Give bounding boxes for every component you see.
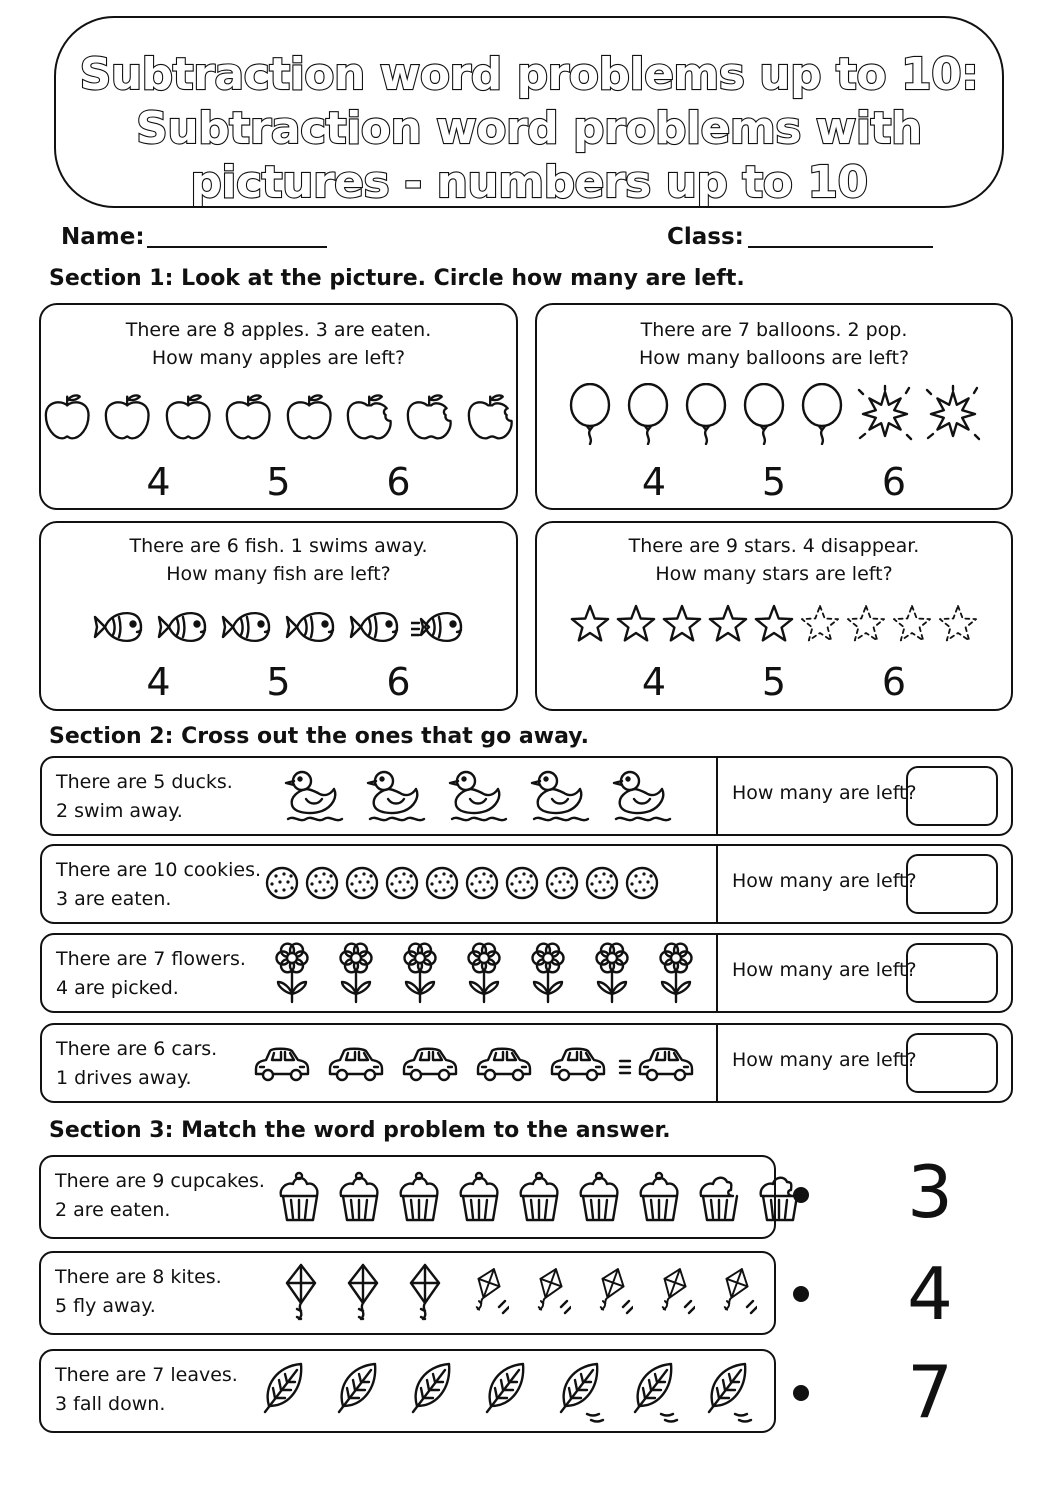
- row-text: [55, 1361, 238, 1419]
- star-icon: [891, 603, 933, 645]
- popped-balloon-icon: [923, 384, 983, 444]
- row-text-line-2: 5 fly away.: [55, 1295, 156, 1317]
- problem-question-3: How many fish are left?: [166, 563, 391, 585]
- apple-icon: [464, 391, 516, 445]
- leaf-icon: [333, 1358, 383, 1424]
- match-answer-7[interactable]: 7: [907, 1350, 953, 1434]
- fish-icon: [283, 603, 339, 651]
- kite-icon: [341, 1263, 385, 1323]
- choice-4[interactable]: 4: [641, 460, 667, 504]
- apple-icon: [162, 391, 214, 445]
- row-text-line-2: 2 swim away.: [56, 800, 183, 822]
- choice-5[interactable]: 5: [761, 460, 787, 504]
- row-text: [56, 768, 233, 826]
- match-row-kites: [39, 1251, 776, 1335]
- flower-icon: [526, 942, 570, 1004]
- balloon-icon: [565, 383, 615, 445]
- match-row-cupcakes: [39, 1155, 776, 1239]
- cookie-icon: [464, 866, 500, 902]
- balloon-pictures: [537, 383, 1011, 445]
- choice-6[interactable]: 6: [386, 660, 411, 704]
- cupcake-icon: [513, 1170, 565, 1224]
- choice-6[interactable]: 6: [881, 460, 907, 504]
- kite-icon: [465, 1263, 509, 1323]
- popped-balloon-icon: [855, 384, 915, 444]
- car-icon: [396, 1041, 460, 1085]
- duck-pictures[interactable]: [280, 758, 672, 834]
- name-field[interactable]: [147, 246, 327, 248]
- row-text-line-1: There are 8 kites.: [55, 1266, 222, 1288]
- row-text-line-2: 3 fall down.: [55, 1393, 166, 1415]
- row-text-line-2: 2 are eaten.: [55, 1199, 171, 1221]
- cupcake-icon: [633, 1170, 685, 1224]
- balloon-icon: [797, 383, 847, 445]
- problem-question-4: How many stars are left?: [655, 563, 893, 585]
- star-icon: [937, 603, 979, 645]
- leaf-icon: [703, 1358, 753, 1424]
- apple-icon: [41, 391, 93, 445]
- leaf-icon: [629, 1358, 679, 1424]
- problem-text-4: There are 9 stars. 4 disappear.: [628, 535, 920, 557]
- cupcake-icon: [393, 1170, 445, 1224]
- answer-choices: [41, 660, 516, 704]
- problem-text-2: There are 7 balloons. 2 pop.: [640, 319, 908, 341]
- star-icon: [615, 603, 657, 645]
- section-2-title: Section 2: Cross out the ones that go away.: [49, 724, 589, 749]
- title-line-3: pictures - numbers up to 10: [190, 157, 868, 208]
- apple-pictures: [41, 391, 516, 445]
- flower-icon: [462, 942, 506, 1004]
- choice-5[interactable]: 5: [266, 460, 291, 504]
- class-label: Class:: [667, 224, 744, 250]
- match-answer-4[interactable]: 4: [907, 1252, 953, 1336]
- problem-question-2: How many balloons are left?: [638, 347, 910, 369]
- problem-card-stars: [535, 521, 1013, 711]
- cupcake-icon: [453, 1170, 505, 1224]
- cookie-icon: [624, 866, 660, 902]
- answer-choices: [537, 460, 1011, 504]
- row-text-line-1: There are 10 cookies.: [56, 859, 262, 881]
- fish-icon: [91, 603, 147, 651]
- row-text: [56, 1035, 217, 1093]
- star-pictures: [537, 603, 1011, 645]
- row-divider: [716, 933, 718, 1013]
- cookie-icon: [504, 866, 540, 902]
- cookie-icon: [544, 866, 580, 902]
- flower-icon: [270, 942, 314, 1004]
- row-text-line-2: 1 drives away.: [56, 1067, 192, 1089]
- row-text-line-1: There are 9 cupcakes.: [55, 1170, 265, 1192]
- kite-icon: [589, 1263, 633, 1323]
- cookie-icon: [584, 866, 620, 902]
- section-1-title: Section 1: Look at the picture. Circle how many are left.: [49, 266, 745, 291]
- car-icon: [470, 1041, 534, 1085]
- car-icon: [544, 1041, 608, 1085]
- fish-icon: [155, 603, 211, 651]
- cookie-icon: [424, 866, 460, 902]
- fish-pictures: [41, 603, 516, 651]
- cookie-icon: [384, 866, 420, 902]
- row-text: [56, 945, 246, 1003]
- apple-icon: [283, 391, 335, 445]
- answer-choices: [537, 660, 1011, 704]
- row-text: [56, 856, 261, 914]
- cookie-icon: [344, 866, 380, 902]
- car-icon: [618, 1041, 698, 1085]
- star-icon: [753, 603, 795, 645]
- apple-icon: [343, 391, 395, 445]
- cookie-icon: [264, 866, 300, 902]
- match-dot-3[interactable]: [793, 1385, 809, 1401]
- duck-icon: [362, 767, 426, 825]
- title-line-2: Subtraction word problems with: [136, 103, 922, 154]
- flower-icon: [334, 942, 378, 1004]
- row-text-line-1: There are 7 flowers.: [56, 948, 246, 970]
- star-icon: [799, 603, 841, 645]
- balloon-icon: [623, 383, 673, 445]
- car-icon: [248, 1041, 312, 1085]
- cross-out-row-cookies: [40, 844, 1013, 924]
- problem-text-3: There are 6 fish. 1 swims away.: [129, 535, 428, 557]
- leaf-icon: [555, 1358, 605, 1424]
- cross-out-row-flowers: [40, 933, 1013, 1013]
- how-many-left-label: How many are left?: [732, 782, 917, 804]
- kite-icon: [713, 1263, 757, 1323]
- car-pictures[interactable]: [248, 1025, 698, 1101]
- choice-4[interactable]: 4: [641, 660, 667, 704]
- fish-icon: [347, 603, 403, 651]
- fish-icon: [411, 603, 467, 651]
- row-divider: [716, 844, 718, 924]
- cupcake-icon: [273, 1170, 325, 1224]
- cookie-icon: [304, 866, 340, 902]
- leaf-icon: [481, 1358, 531, 1424]
- row-text-line-1: There are 7 leaves.: [55, 1364, 238, 1386]
- match-dot-2[interactable]: [793, 1286, 809, 1302]
- kite-icon: [403, 1263, 447, 1323]
- balloon-icon: [681, 383, 731, 445]
- row-text: [55, 1167, 265, 1225]
- leaf-pictures: [259, 1351, 753, 1431]
- row-text-line-1: There are 6 cars.: [56, 1038, 218, 1060]
- car-icon: [322, 1041, 386, 1085]
- apple-icon: [101, 391, 153, 445]
- choice-6[interactable]: 6: [386, 460, 411, 504]
- balloon-icon: [739, 383, 789, 445]
- problem-card-balloons: [535, 303, 1013, 510]
- flower-icon: [590, 942, 634, 1004]
- how-many-left-label: How many are left?: [732, 1049, 917, 1071]
- cupcake-icon: [693, 1170, 745, 1224]
- duck-icon: [444, 767, 508, 825]
- how-many-left-label: How many are left?: [732, 959, 917, 981]
- answer-box[interactable]: [906, 854, 998, 914]
- title-banner: [54, 16, 1004, 208]
- match-dot-1[interactable]: [793, 1187, 809, 1203]
- row-divider: [716, 756, 718, 836]
- problem-card-fish: [39, 521, 518, 711]
- star-icon: [845, 603, 887, 645]
- apple-icon: [403, 391, 455, 445]
- kite-icon: [651, 1263, 695, 1323]
- cupcake-icon: [333, 1170, 385, 1224]
- kite-icon: [279, 1263, 323, 1323]
- title-line-1: Subtraction word problems up to 10:: [79, 49, 979, 100]
- choice-5[interactable]: 5: [761, 660, 787, 704]
- row-divider: [716, 1023, 718, 1103]
- row-text-line-2: 4 are picked.: [56, 977, 179, 999]
- answer-box[interactable]: [906, 943, 998, 1003]
- section-3-title: Section 3: Match the word problem to the answer.: [49, 1118, 671, 1143]
- duck-icon: [526, 767, 590, 825]
- answer-choices: [41, 460, 516, 504]
- cross-out-row-ducks: [40, 756, 1013, 836]
- class-field[interactable]: [748, 246, 933, 248]
- fish-icon: [219, 603, 275, 651]
- problem-text-1: There are 8 apples. 3 are eaten.: [125, 319, 432, 341]
- star-icon: [569, 603, 611, 645]
- problem-card-apples: [39, 303, 518, 510]
- leaf-icon: [259, 1358, 309, 1424]
- flower-icon: [398, 942, 442, 1004]
- duck-icon: [280, 767, 344, 825]
- answer-box[interactable]: [906, 1033, 998, 1093]
- match-answer-3[interactable]: 3: [907, 1150, 953, 1234]
- flower-icon: [654, 942, 698, 1004]
- apple-icon: [222, 391, 274, 445]
- choice-4[interactable]: 4: [146, 460, 171, 504]
- cookie-pictures[interactable]: [264, 846, 660, 922]
- leaf-icon: [407, 1358, 457, 1424]
- choice-5[interactable]: 5: [266, 660, 291, 704]
- kite-pictures: [279, 1253, 757, 1333]
- answer-box[interactable]: [906, 766, 998, 826]
- cupcake-pictures: [273, 1157, 805, 1237]
- choice-4[interactable]: 4: [146, 660, 171, 704]
- star-icon: [707, 603, 749, 645]
- star-icon: [661, 603, 703, 645]
- row-text-line-2: 3 are eaten.: [56, 888, 172, 910]
- choice-6[interactable]: 6: [881, 660, 907, 704]
- name-label: Name:: [61, 224, 145, 250]
- kite-icon: [527, 1263, 571, 1323]
- cupcake-icon: [573, 1170, 625, 1224]
- problem-question-1: How many apples are left?: [151, 347, 406, 369]
- match-row-leaves: [39, 1349, 776, 1433]
- row-text-line-1: There are 5 ducks.: [56, 771, 233, 793]
- duck-icon: [608, 767, 672, 825]
- how-many-left-label: How many are left?: [732, 870, 917, 892]
- flower-pictures[interactable]: [270, 935, 698, 1011]
- row-text: [55, 1263, 222, 1321]
- cross-out-row-cars: [40, 1023, 1013, 1103]
